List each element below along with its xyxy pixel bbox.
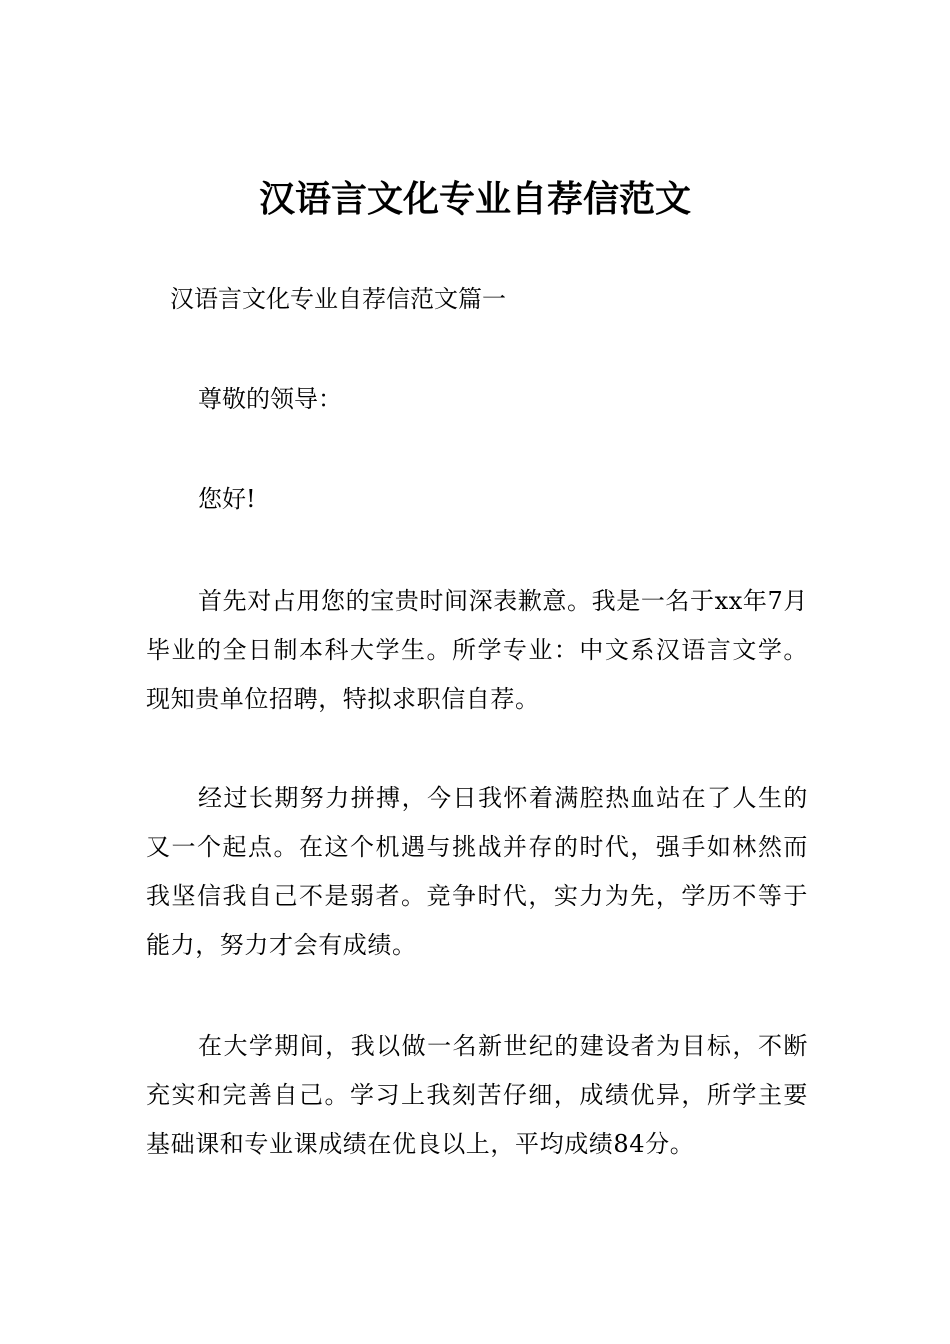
section-heading: 汉语言文化专业自荐信范文篇一 [170,285,506,313]
document-title: 汉语言文化专业自荐信范文 [258,179,691,220]
body-paragraph-1: 首先对占用您的宝贵时间深表歉意。我是一名于xx年7月毕业的全日制本科大学生。所学专业：中文系汉语言文学。现知贵单位招聘，特拟求职信自荐。 [146,587,808,713]
salutation: 尊敬的领导： [198,385,342,413]
greeting: 您好! [198,485,256,513]
body-paragraph-3: 在大学期间，我以做一名新世纪的建设者为目标，不断充实和完善自己。学习上我刻苦仔细，成绩优异，所学主要基础课和专业课成绩在优良以上，平均成绩84分。 [146,1032,808,1158]
body-paragraph-2: 经过长期努力拼搏，今日我怀着满腔热血站在了人生的又一个起点。在这个机遇与挑战并存的时代，强手如林然而我坚信我自己不是弱者。竞争时代，实力为先，学历不等于能力，努力才会有成绩。 [146,784,808,959]
